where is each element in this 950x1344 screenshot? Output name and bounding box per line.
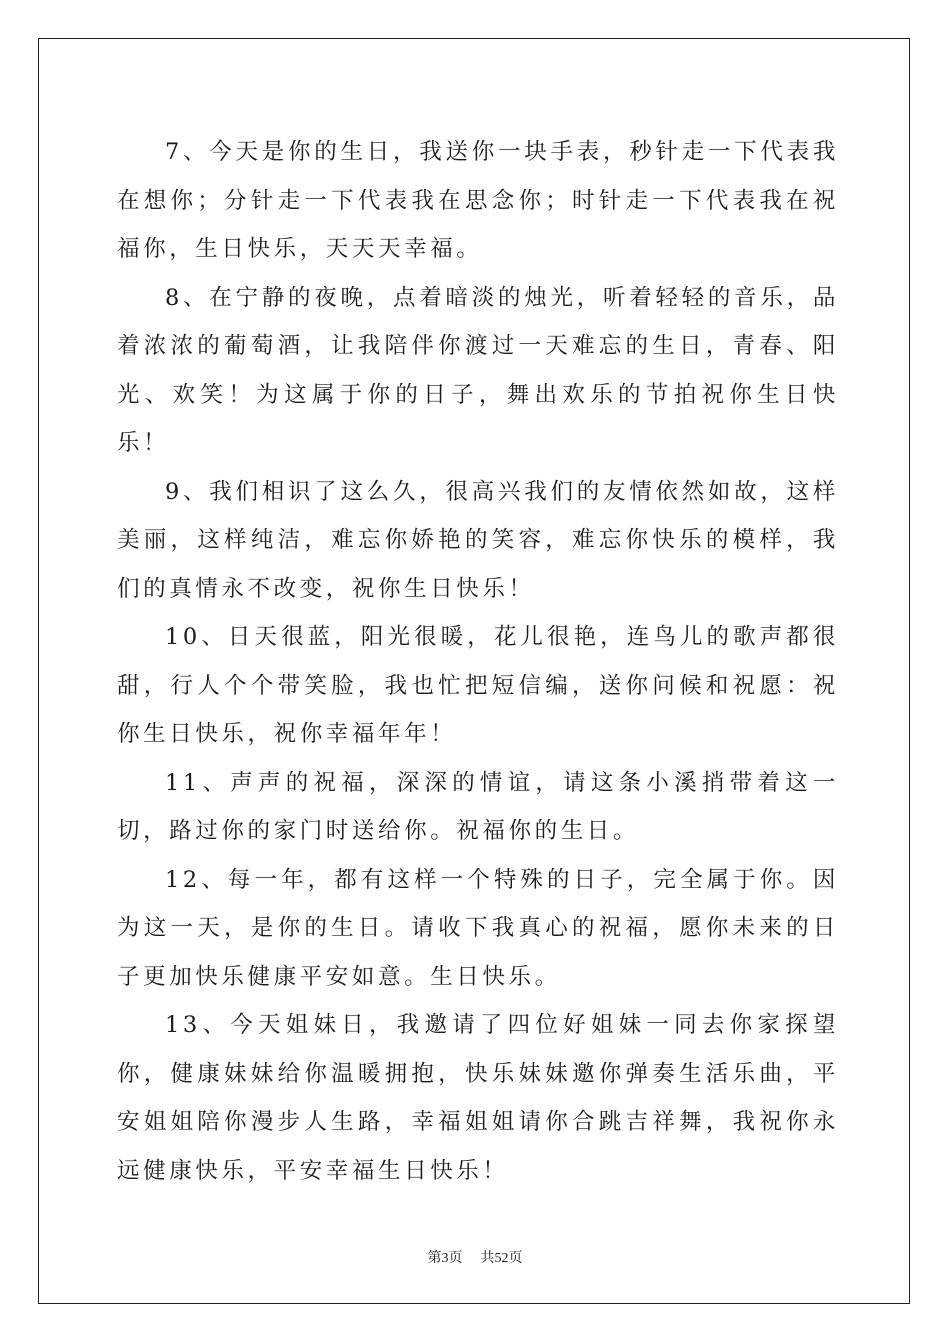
paragraph-8: 8、在宁静的夜晚，点着暗淡的烛光，听着轻轻的音乐，品着浓浓的葡萄酒，让我陪伴你渡过一天难忘的生日，青春、阳光、欢笑！为这属于你的日子，舞出欢乐的节拍祝你生日快乐！ [117,284,839,456]
document-body [117,128,839,1195]
page-number-current: 第3页 [427,1251,463,1266]
paragraph-7: 7、今天是你的生日，我送你一块手表，秒针走一下代表我在想你；分针走一下代表我在思念你；时针走一下代表我在祝福你，生日快乐，天天天幸福。 [117,139,839,262]
paragraph-13: 13、今天姐妹日，我邀请了四位好姐妹一同去你家探望你，健康妹妹给你温暖拥抱，快乐妹妹邀你弹奏生活乐曲，平安姐姐陪你漫步人生路，幸福姐姐请你合跳吉祥舞，我祝你永远健康快乐，平安幸福生日快乐！ [117,1012,839,1184]
page-number-total: 共52页 [480,1251,523,1266]
paragraph-9: 9、我们相识了这么久，很高兴我们的友情依然如故，这样美丽，这样纯洁，难忘你娇艳的笑容，难忘你快乐的模样，我们的真情永不改变，祝你生日快乐！ [117,478,839,602]
page-footer [0,1247,950,1267]
paragraph-10: 10、日天很蓝，阳光很暖，花儿很艳，连鸟儿的歌声都很甜，行人个个带笑脸，我也忙把短信编，送你问候和祝愿：祝你生日快乐，祝你幸福年年！ [117,624,839,747]
paragraph-12: 12、每一年，都有这样一个特殊的日子，完全属于你。因为这一天，是你的生日。请收下我真心的祝福，愿你未来的日子更加快乐健康平安如意。生日快乐。 [117,866,839,990]
paragraph-11: 11、声声的祝福，深深的情谊，请这条小溪捎带着这一切，路过你的家门时送给你。祝福你的生日。 [117,769,839,844]
